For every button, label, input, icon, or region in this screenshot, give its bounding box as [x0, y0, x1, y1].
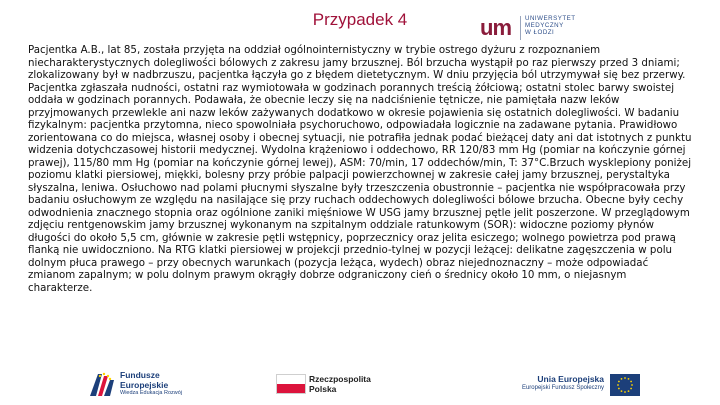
fe-line2: Europejskie [120, 379, 169, 390]
rp-line1: Rzeczpospolita [309, 374, 371, 384]
rzeczpospolita-polska-logo [276, 370, 396, 400]
university-name: UNIWERSYTET MEDYCZNY W ŁODZI [525, 15, 576, 37]
um-logo-mark: um [480, 15, 511, 40]
polish-flag-icon [276, 374, 306, 394]
unia-europejska-logo [512, 368, 652, 402]
fe-line3: Wiedza Edukacja Rozwój [120, 390, 183, 396]
university-logo [480, 14, 590, 42]
slide-title: Przypadek 4 [312, 10, 408, 29]
logo-divider [520, 16, 521, 40]
rp-line2: Polska [309, 384, 337, 394]
ue-line2: Europejski Fundusz Społeczny [521, 385, 604, 391]
fe-line1: Fundusze [120, 370, 160, 380]
footer-logos [0, 360, 720, 405]
ue-line1: Unia Europejska [537, 374, 604, 384]
case-description: Pacjentka A.B., lat 85, została przyjęta na oddział ogólnointernistyczny w trybie ostrego dyżuru z rozpoznaniem niecharakterystycznych dolegliwości bólowych z zakresu jamy brzusznej. Ból brzucha wystąpił po raz pierwszy przed 3 dniami; zlokalizowany był w nadbrzuszu, pacjentka łączyła go z błędem dietetycznym. W dniu przyjęcia ból utrzymywał się bez przerwy. Pacjentka zgłaszała nudności, ostatni raz wymiotowała w godzinach porannych treścią żółciową; ostatni stolec barwy swoistej oddała w godzinach porannych. Podawała, że obecnie leczy się na nadciśnienie tętnicze, nie pamiętała nazw leków przyjmowanych przewlekle ani nazw leków zażywanych dodatkowo w okresie pojawienia się ostatnich dolegliwości. W badaniu fizykalnym: pacjentka przytomna, nieco spowolniała psychoruchowo, odpowiadała logicznie na zadawane pytania. Prawidłowo zorientowana co do miejsca, własnej osoby i obecnej sytuacji, nie potrafiła jednak podać bieżącej daty ani dat istotnych z punktu widzenia dotychczasowej historii medycznej. Wydolna krążeniowo i oddechowo, RR 120/83 mm Hg (pomiar na kończynie górnej prawej), 115/80 mm Hg (pomiar na kończynie górnej lewej), ASM: 70/min, 17 oddechów/min, T: 37°C.Brzuch wysklepiony poniżej poziomu klatki piersiowej, miękki, bolesny przy próbie palpacji powierzchownej w zakresie całej jamy brzusznej, perystaltyka słyszalna, leniwa. Osłuchowo nad polami płucnymi słyszalne były trzeszczenia obustronnie – pacjentka nie współpracowała przy badaniu osłuchowym ze względu na nasilające się przy ruchach oddechowych dolegliwości bólowe brzucha. Obecne były cechy odwodnienia znacznego stopnia oraz ogólnione zaniki mięśniowe W USG jamy brzusznej pętle jelit poszerzone. W przeglądowym zdjęciu rentgenowskim jamy brzusznej wykonanym na szpitalnym oddziale ratunkowym (SOR): widoczne poziomy płynów długości do około 5,5 cm, głównie w zakresie pętli wstępnicy, poprzecznicy oraz jelita esiczego; wolnego powietrza pod prawą flanką nie uwidoczniono. Na RTG klatki piersiowej w projekcji przednio-tylnej w pozycji leżącej: delikatne zagęszczenia w polu dolnym płuca prawego – przy obecnych warunkach (pozycja leżąca, wydech) obraz niejednoznaczny – może odpowiadać zmianom zapalnym; w polu dolnym prawym okrągły dobrze odgraniczony cień o średnicy około 10 mm, o niejasnym charakterze. [28, 44, 692, 294]
eu-flag-icon [610, 374, 640, 396]
fundusze-europejskie-logo [88, 368, 208, 404]
fundusze-europejskie-icon [88, 370, 116, 398]
